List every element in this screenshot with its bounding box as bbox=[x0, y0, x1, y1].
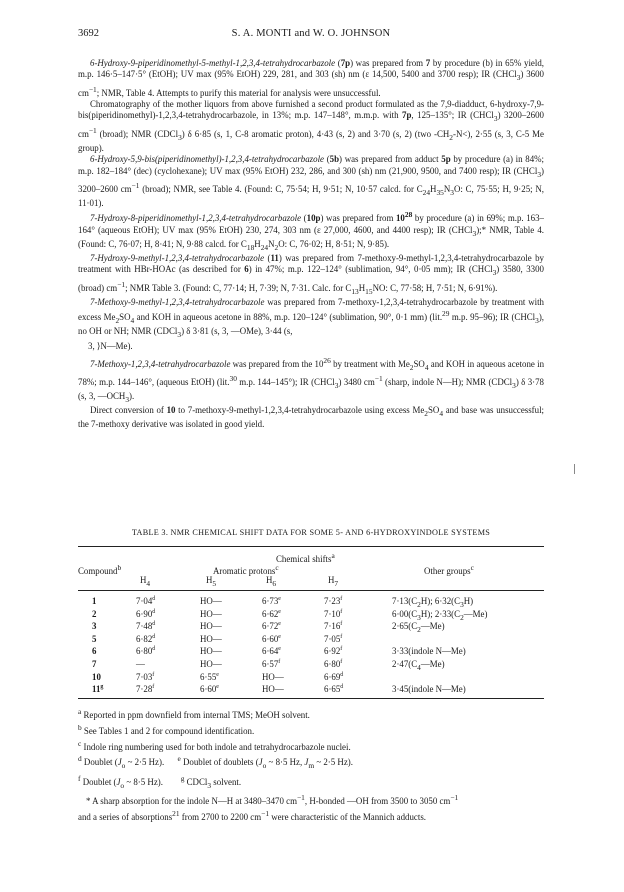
cell-h7: $7\cdot 23^f$ bbox=[324, 596, 343, 606]
cell-other-groups: 3·33(indole N—Me) bbox=[392, 646, 466, 657]
cell-h6: $6\cdot 73^e$ bbox=[262, 596, 281, 606]
experimental-text bbox=[78, 58, 544, 431]
cell-h4: $6\cdot 82^d$ bbox=[136, 633, 156, 644]
cell-h4: $7\cdot 03^f$ bbox=[136, 671, 155, 682]
cell-h5: HO— bbox=[200, 621, 222, 632]
cell-h5: $6\cdot 55^e$ bbox=[200, 671, 219, 682]
cell-h6: $6\cdot 64^e$ bbox=[262, 646, 281, 657]
paragraph-5b: 6-Hydroxy-5,9-bis(piperidinomethyl)-1,2,3,4-tetrahydrocarbazole (5b) was prepared from adduct 5p by procedure (a) in 84%; m.p. 182–184° (dec) (cyclohexane); UV max (95% EtOH) 232, 286, and 300 (sh) nm (21,900, 9500, and 7400 resp); IR (CHCl$_3$) 3200–2600 $cm^{-1}$ (broad); NMR, see Table 4. (Found: C, 75·54; H, 9·51; N, 10·57 calcd. for $C_{24}H_{35}N_3O$: C, 75·55; H, 9·25; N, 11·01). bbox=[78, 154, 544, 208]
cell-h6: $6\cdot 62^e$ bbox=[262, 608, 281, 619]
cell-compound: 11$^g$ bbox=[92, 684, 104, 695]
other-groups-header: Other groups$^c$ bbox=[424, 563, 474, 576]
cell-h7: $6\cdot 92^f$ bbox=[324, 646, 343, 657]
table-footnotes bbox=[78, 706, 544, 824]
header-h7: $H_7$ bbox=[328, 575, 339, 588]
cell-h4: $7\cdot 28^f$ bbox=[136, 684, 155, 695]
cell-compound: 1 bbox=[92, 596, 97, 606]
cell-h7: $6\cdot 65^d$ bbox=[324, 684, 344, 695]
paragraph-11: 7-Hydroxy-9-methyl-1,2,3,4-tetrahydrocarbazole (11) was prepared from 7-methoxy-9-methyl-1,2,3,4-tetrahydrocarbazole by treatment with HBr-HOAc (as described for 6) in 47%; m.p. 122–124° (sublimation, 94°, 0·05 mm); IR (CHCl$_3$) 3580, 3300 (broad) $cm^{-1}$; NMR Table 3. (Found: C, 77·14; H, 7·39; N, 7·31. Calc. for $C_{13}H_{15}NO$: C, 77·58; H, 7·51; N, 6·91%). bbox=[78, 253, 544, 296]
table-caption: TABLE 3. NMR CHEMICAL SHIFT DATA FOR SOME 5- AND 6-HYDROXYINDOLE SYSTEMS bbox=[131, 528, 491, 537]
page-number: 3692 bbox=[78, 28, 99, 39]
paragraph-methoxy-methyl: 7-Methoxy-9-methyl-1,2,3,4-tetrahydrocarbazole was prepared from 7-methoxy-1,2,3,4-tetrahydrocarbazole by treatment with excess $Me_2SO_4$ and KOH in aqueous acetone in 88%, m.p. 120–124° (sublimation, 90°, 0·1 mm) (lit.$^{29}$ m.p. 95–96); IR (CHCl$_3$), no OH or NH; NMR (CDCl$_3$) δ 3·81 (s, 3, —OMe), 3·44 (s, bbox=[78, 296, 545, 340]
cell-compound: 2 bbox=[92, 608, 97, 619]
cell-compound: 3 bbox=[92, 621, 97, 632]
cell-other-groups: $2\cdot 47(C_4—Me)$ bbox=[392, 659, 445, 672]
cell-h5: $6\cdot 60^e$ bbox=[200, 684, 219, 695]
paragraph-methoxy: 7-Methoxy-1,2,3,4-tetrahydrocarbazole was prepared from the $10^{26}$ by treatment with $Me_2SO_4$ and KOH in aqueous acetone in 78%; m.p. 144–146°, (aqueous EtOH) (lit.$^{30}$ m.p. 144–145°); IR (CHCl$_3$) 3480 $cm^{-1}$ (sharp, indole N—H); NMR (CDCl$_3$) δ 3·78 (s, 3, $—OCH_3$). bbox=[78, 355, 545, 404]
running-authors: S. A. MONTI and W. O. JOHNSON bbox=[231, 28, 391, 39]
cell-h7: $6\cdot 80^f$ bbox=[324, 659, 343, 669]
cell-h4: $7\cdot 04^d$ bbox=[136, 596, 156, 606]
margin-mark bbox=[574, 464, 575, 474]
footnote-star-line-2: and a series of absorptions$^{21}$ from 2700 to 2200 $cm^{-1}$ were characteristic of the Mannich adducts. bbox=[78, 809, 427, 823]
cell-h6: $6\cdot 60^e$ bbox=[262, 633, 281, 644]
cell-h6: HO— bbox=[262, 671, 284, 682]
cell-other-groups: $7\cdot 13(C_2H)$; $6\cdot 32(C_3H)$ bbox=[392, 596, 474, 609]
cell-h7: $7\cdot 16^f$ bbox=[324, 621, 343, 632]
cell-h7: $7\cdot 05^f$ bbox=[324, 633, 343, 644]
cell-other-groups: $6\cdot 00(C_3H)$; $2\cdot 33(C_2—Me)$ bbox=[392, 608, 488, 622]
cell-other-groups: $2\cdot 65(C_2—Me)$ bbox=[392, 621, 445, 634]
table-header-rule bbox=[78, 590, 544, 591]
cell-compound: 10 bbox=[92, 671, 101, 682]
cell-h6: HO— bbox=[262, 684, 284, 695]
footnote-b: $^b$ See Tables 1 and 2 for compound identification. bbox=[78, 722, 255, 736]
compound-header: Compound$^b$ bbox=[78, 563, 122, 576]
cell-h4: $6\cdot 90^d$ bbox=[136, 608, 156, 619]
aromatic-protons-header: Aromatic protons$^c$ bbox=[213, 563, 279, 576]
paragraph-10p: 7-Hydroxy-8-piperidinomethyl-1,2,3,4-tetrahydrocarbazole (10p) was prepared from $10^{28}$ by procedure (a) in 69%; m.p. 163–164° (aqueous EtOH); UV max (95% EtOH) 230, 274, 303 nm (ε 27,000, 4600, and 4400 resp); IR (CHCl$_3$);* NMR, Table 4. (Found: C, 76·07; H, 8·41; N, 9·88 calcd. for $C_{18}H_{24}N_2O$: C, 76·02; H, 8·51; N, 9·85). bbox=[78, 210, 544, 252]
footnote-f-g: $^f$ Doublet ($J_o$ ~ 8·5 Hz). $^g$ CDCl$_3$ solvent. bbox=[78, 773, 242, 790]
table-bottom-rule bbox=[78, 698, 544, 699]
cell-compound: 7 bbox=[92, 659, 97, 669]
cell-h5: HO— bbox=[200, 646, 222, 657]
paragraph-diadduct: Chromatography of the mother liquors from above furnished a second product formulated as the 7,9-diadduct, 6-hydroxy-7,9-bis(piperidinomethyl)-1,2,3,4-tetrahydrocarbazole, in 13%; m.p. 147–148°, m.m.p. with 7p, 125–135°; IR (CHCl$_3$) 3200–2600 $cm^{-1}$ (broad); NMR (CDCl$_3$) δ 6·85 (s, 1, C-8 aromatic proton), 4·43 (s, 2) and 3·70 (s, 2) (two $-CH_2-N<$), 2·55 (s, 3, C-5 Me group). bbox=[78, 98, 544, 153]
header-h5: $H_5$ bbox=[206, 575, 217, 588]
footnote-a: $^a$ Reported in ppm downfield from internal TMS; MeOH solvent. bbox=[78, 707, 310, 720]
cell-other-groups: 3·45(indole N—Me) bbox=[392, 684, 466, 695]
footnote-c: $^c$ Indole ring numbering used for both indole and tetrahydrocarbazole nuclei. bbox=[78, 738, 351, 752]
footnote-d-e: $^d$ Doublet ($J_o$ ~ 2·5 Hz). $^e$ Doublet of doublets ($J_o$ ~ 8·5 Hz, $J_m$ ~ 2·5 Hz). bbox=[78, 754, 353, 771]
chemical-shifts-header: Chemical shifts$^a$ bbox=[276, 551, 335, 564]
nme-fragment: 3, ⟩N—Me). bbox=[88, 340, 133, 351]
table-top-rule bbox=[78, 546, 544, 547]
cell-h4: — bbox=[136, 659, 145, 669]
cell-h4: $6\cdot 80^d$ bbox=[136, 646, 156, 657]
cell-h6: $6\cdot 57^f$ bbox=[262, 659, 281, 669]
cell-h5: HO— bbox=[200, 659, 222, 669]
footnote-star-line-1: * A sharp absorption for the indole N—H at 3480–3470 $cm^{-1}$, H-bonded —OH from 3500 to 3050 $cm^{-1}$ bbox=[86, 793, 459, 807]
paragraph-direct-conversion: Direct conversion of 10 to 7-methoxy-9-methyl-1,2,3,4-tetrahydrocarbazole using excess $Me_2SO_4$ and base was unsuccessful; the 7-methoxy derivative was isolated in good yield. bbox=[78, 405, 545, 430]
cell-h7: $6\cdot 69^d$ bbox=[324, 671, 344, 682]
cell-h5: HO— bbox=[200, 596, 222, 606]
cell-compound: 6 bbox=[92, 646, 97, 657]
cell-h5: HO— bbox=[200, 608, 222, 619]
paragraph-7p: 6-Hydroxy-9-piperidinomethyl-5-methyl-1,2,3,4-tetrahydrocarbazole (7p) was prepared from 7 by procedure (b) in 65% yield, m.p. 146·5–147·5° (EtOH); UV max (95% EtOH) 229, 281, and 303 (sh) nm (ε 14,500, 5400 and 3700 resp); IR (CHCl$_3$) 3600 $cm^{-1}$; NMR, Table 4. Attempts to purify this material for analysis were unsuccessful. bbox=[78, 58, 544, 98]
cell-h5: HO— bbox=[200, 633, 222, 644]
header-h6: $H_6$ bbox=[266, 575, 277, 588]
cell-h4: $7\cdot 48^d$ bbox=[136, 621, 156, 632]
cell-compound: 5 bbox=[92, 633, 97, 644]
cell-h7: $7\cdot 10^f$ bbox=[324, 608, 343, 619]
cell-h6: $6\cdot 72^e$ bbox=[262, 621, 281, 632]
header-h4: $H_4$ bbox=[140, 575, 151, 588]
